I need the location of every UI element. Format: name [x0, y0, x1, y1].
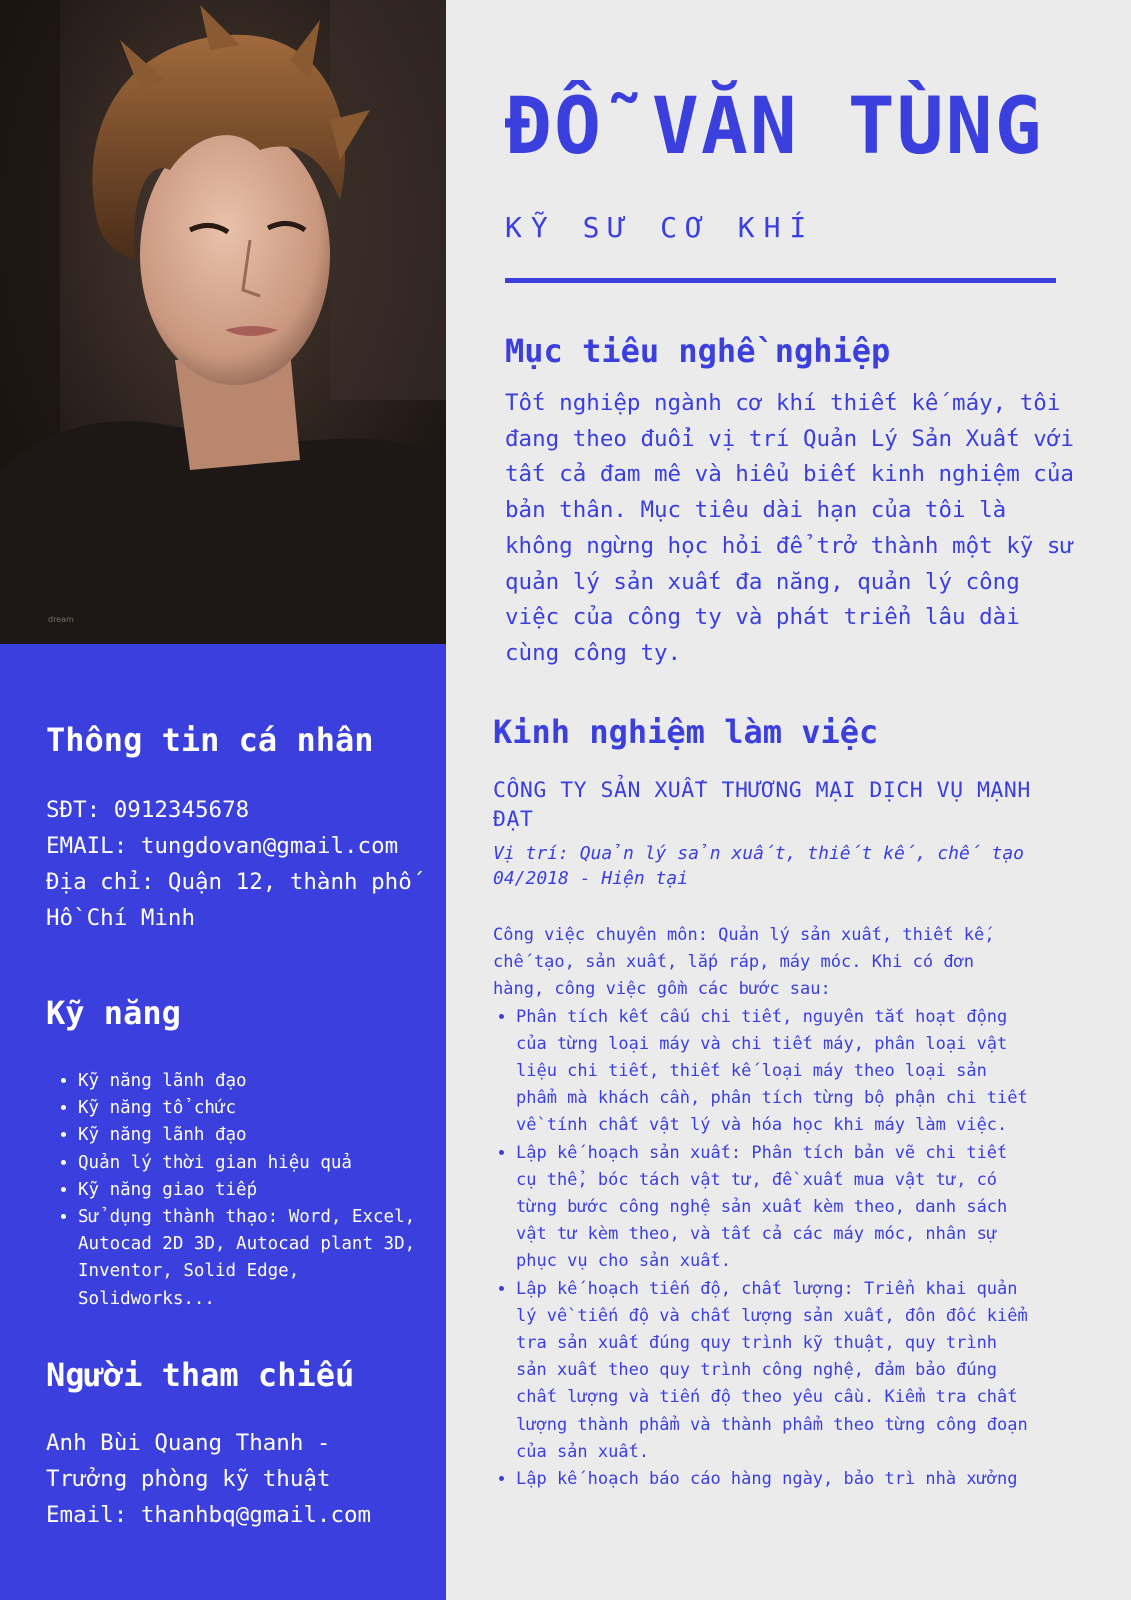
job-title: KỸ SƯ CƠ KHÍ [505, 211, 816, 244]
portrait-image [0, 0, 446, 644]
duty-item: • Lập kế hoạch sản xuất: Phân tích bản vẽ chi tiết cụ thể, bóc tách vật tư, đề xuất mua vật tư, có từng bước công nghệ sản xuất kèm theo, danh sách vật tư kèm theo, và tất cả các máy móc, nhân sự phục vụ cho sản xuất. [516, 1140, 1033, 1276]
skill-item: • Kỹ năng giao tiếp [78, 1177, 436, 1204]
job-period: 04/2018 - Hiện tại [493, 868, 689, 889]
duties-list [493, 1004, 1033, 1494]
profile-photo [0, 0, 446, 644]
experience-heading: Kinh nghiệm làm việc [493, 713, 879, 751]
job-meta [493, 841, 1053, 891]
skill-item: • Kỹ năng lãnh đạo [78, 1122, 436, 1149]
skill-item: • Sử dụng thành thạo: Word, Excel, Autocad 2D 3D, Autocad plant 3D, Inventor, Solid Edge, Solidworks... [78, 1204, 436, 1313]
reference-title: Trưởng phòng kỹ thuật [46, 1466, 331, 1492]
reference-name: Anh Bùi Quang Thanh - [46, 1430, 331, 1456]
job-position: Vị trí: Quản lý sản xuất, thiết kế, chế tạo [493, 843, 1025, 864]
duty-item: • Lập kế hoạch báo cáo hàng ngày, bảo trì nhà xưởng [516, 1466, 1033, 1493]
duty-item: • Phân tích kết cấu chi tiết, nguyên tắt hoạt động của từng loại máy và chi tiết máy, phân loại vật liệu chi tiết, thiết kế loại máy theo loại sản phẩm mà khách cần, phân tích từng bộ phận chi tiết về tính chất vật lý và hóa học khi máy làm việc. [516, 1004, 1033, 1140]
reference-email: Email: thanhbq@gmail.com [46, 1502, 372, 1528]
svg-text:dream: dream [48, 615, 74, 624]
objective-heading: Mục tiêu nghề nghiệp [505, 332, 891, 370]
company-name: CÔNG TY SẢN XUẤT THƯƠNG MẠI DỊCH VỤ MẠNH ĐẠT [493, 778, 1031, 832]
objective-text: Tốt nghiệp ngành cơ khí thiết kế máy, tôi đang theo đuổi vị trí Quản Lý Sản Xuất với tất cả đam mê và hiểu biết kinh nghiệm của bản thân. Mục tiêu dài hạn của tôi là không ngừng học hỏi để trở thành một kỹ sư quản lý sản xuất đa năng, quản lý công việc của công ty và phát triển lâu dài cùng công ty. [505, 390, 1074, 666]
references-heading: Người tham chiếu [46, 1356, 355, 1394]
personal-info [46, 792, 441, 936]
skills-heading: Kỹ năng [46, 994, 181, 1032]
personal-info-heading: Thông tin cá nhân [46, 721, 374, 759]
candidate-name: ĐỖ VĂN TÙNG [505, 82, 1044, 172]
skill-item: • Kỹ năng tổ chức [78, 1095, 436, 1122]
phone-number: SĐT: 0912345678 [46, 797, 250, 823]
home-address: Địa chỉ: Quận 12, thành phố Hồ Chí Minh [46, 869, 412, 931]
duty-item: • Lập kế hoạch tiến độ, chất lượng: Triển khai quản lý về tiến độ và chất lượng sản xuất, đôn đốc kiểm tra sản xuất đúng quy trình kỹ thuật, quy trình sản xuất theo quy trình công nghệ, đảm bảo đúng chất lượng và tiến độ theo yêu cầu. Kiểm tra chất lượng thành phẩm và thành phẩm theo từng công đoạn của sản xuất. [516, 1276, 1033, 1466]
skill-item: • Quản lý thời gian hiệu quả [78, 1150, 436, 1177]
duties-intro: Công việc chuyên môn: Quản lý sản xuất, thiết kế, chế tạo, sản xuất, lắp ráp, máy móc. Khi có đơn hàng, công việc gồm các bước sau: [493, 925, 995, 1000]
email-address: EMAIL: tungdovan@gmail.com [46, 833, 399, 859]
skills-list [46, 1068, 436, 1313]
references-info [46, 1425, 441, 1533]
job-duties [493, 922, 1033, 1493]
title-divider [505, 278, 1056, 283]
skill-item: • Kỹ năng lãnh đạo [78, 1068, 436, 1095]
